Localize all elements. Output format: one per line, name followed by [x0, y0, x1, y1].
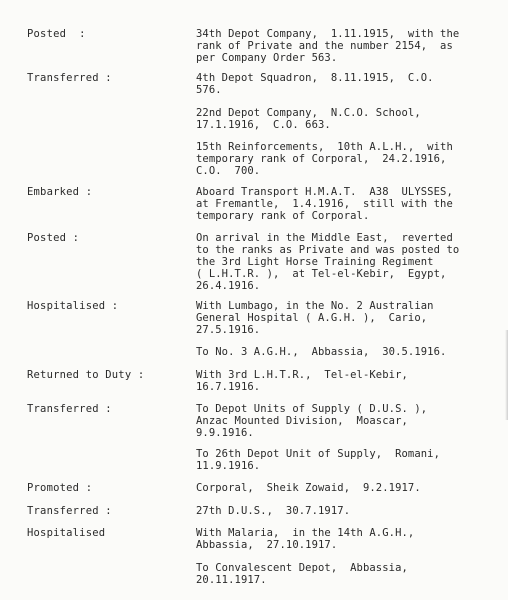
entry-text	[196, 72, 486, 96]
entry-text	[196, 448, 486, 472]
entry-line: 34th Depot Company, 1.11.1915, with the	[196, 28, 460, 40]
entry-line: 27th D.U.S., 30.7.1917.	[196, 505, 351, 517]
entry-line: 11.9.1916.	[196, 460, 261, 472]
entry-line: To No. 3 A.G.H., Abbassia, 30.5.1916.	[196, 346, 447, 358]
entry-line: 22nd Depot Company, N.C.O. School,	[196, 107, 421, 119]
entry-line: Anzac Mounted Division, Moascar,	[196, 415, 408, 427]
entry-line: On arrival in the Middle East, reverted	[196, 232, 453, 244]
entry-label: Transferred :	[27, 505, 112, 517]
entry-text	[196, 232, 486, 292]
entry-label: Posted :	[27, 232, 80, 244]
entry-text	[196, 562, 486, 586]
entry-text	[196, 482, 486, 494]
entry-label: Hospitalised	[27, 527, 106, 539]
entry-text	[196, 141, 486, 177]
entry-text	[196, 505, 486, 517]
entry-label: Transferred :	[27, 403, 112, 415]
entry-line: To Depot Units of Supply ( D.U.S. ),	[196, 403, 428, 415]
entry-line: With Malaria, in the 14th A.G.H.,	[196, 527, 415, 539]
entry-line: General Hospital ( A.G.H. ), Cario,	[196, 312, 428, 324]
entry-text	[196, 527, 486, 551]
entry-line: 16.7.1916.	[196, 381, 261, 393]
entry-line: temporary rank of Corporal, 24.2.1916,	[196, 153, 447, 165]
entry-line: 4th Depot Squadron, 8.11.1915, C.O.	[196, 72, 434, 84]
entry-line: Aboard Transport H.M.A.T. A38 ULYSSES,	[196, 186, 453, 198]
entry-line: to the ranks as Private and was posted to	[196, 244, 460, 256]
entry-line: per Company Order 563.	[196, 52, 338, 64]
entry-line: C.O. 700.	[196, 165, 261, 177]
entry-text	[196, 346, 486, 358]
entry-line: With Lumbago, in the No. 2 Australian	[196, 300, 434, 312]
entry-label: Embarked :	[27, 186, 93, 198]
entry-label: Hospitalised :	[27, 300, 119, 312]
entry-line: temporary rank of Corporal.	[196, 210, 370, 222]
entry-line: With 3rd L.H.T.R., Tel-el-Kebir,	[196, 369, 408, 381]
entry-line: To Convalescent Depot, Abbassia,	[196, 562, 408, 574]
entry-line: 9.9.1916.	[196, 427, 254, 439]
entry-line: Corporal, Sheik Zowaid, 9.2.1917.	[196, 482, 421, 494]
entry-text	[196, 186, 486, 222]
entry-line: Abbassia, 27.10.1917.	[196, 539, 338, 551]
entry-line: 17.1.1916, C.O. 663.	[196, 119, 331, 131]
entry-line: 20.11.1917.	[196, 574, 267, 586]
entry-line: 15th Reinforcements, 10th A.L.H., with	[196, 141, 453, 153]
entry-text	[196, 300, 486, 336]
entry-label: Returned to Duty :	[27, 369, 145, 381]
entry-line: ( L.H.T.R. ), at Tel-el-Kebir, Egypt,	[196, 268, 447, 280]
entry-text	[196, 369, 486, 393]
entry-label: Posted :	[27, 28, 86, 40]
entry-line: 26.4.1916.	[196, 280, 261, 292]
entry-line: rank of Private and the number 2154, as	[196, 40, 453, 52]
entry-text	[196, 28, 486, 64]
entry-text	[196, 403, 486, 439]
entry-line: 27.5.1916.	[196, 324, 261, 336]
entry-line: 576.	[196, 84, 222, 96]
entry-text	[196, 107, 486, 131]
entry-label: Transferred :	[27, 72, 112, 84]
entry-line: at Fremantle, 1.4.1916, still with the	[196, 198, 453, 210]
entry-line: the 3rd Light Horse Training Regiment	[196, 256, 434, 268]
entry-label: Promoted :	[27, 482, 93, 494]
entry-line: To 26th Depot Unit of Supply, Romani,	[196, 448, 441, 460]
